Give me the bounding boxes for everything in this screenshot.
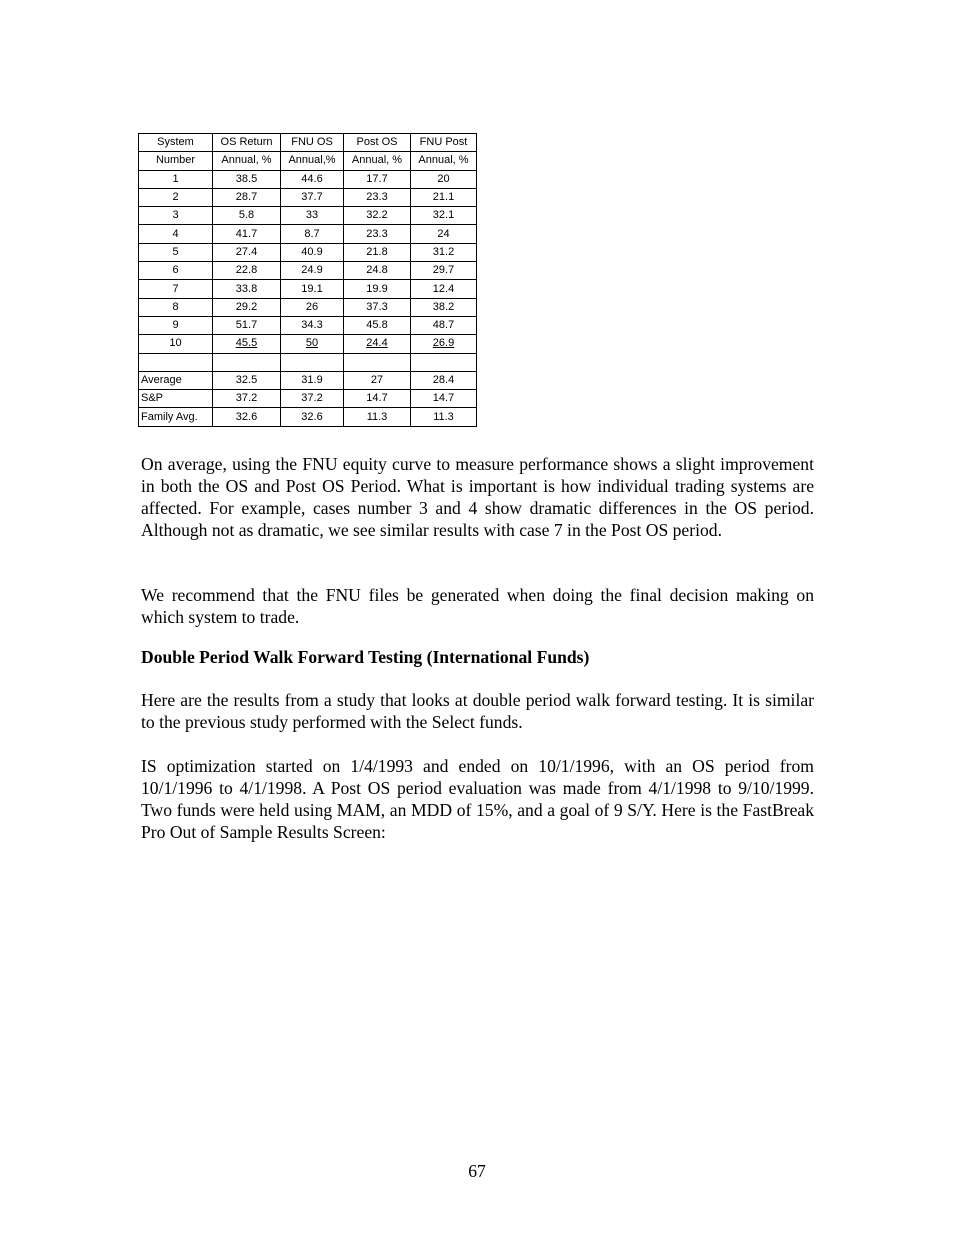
table-cell	[344, 353, 411, 371]
cell-text: 19.1	[301, 282, 323, 295]
table-cell	[139, 170, 213, 188]
table-row	[139, 316, 477, 334]
results-table	[138, 133, 477, 427]
table-cell	[281, 353, 344, 371]
table-cell	[411, 316, 477, 334]
cell-text: 32.1	[432, 209, 455, 222]
table-cell	[139, 243, 213, 261]
table-cell	[411, 262, 477, 280]
table-cell	[281, 207, 344, 225]
cell-text: 34.3	[301, 319, 323, 332]
cell-text: 27	[370, 374, 384, 386]
cell-text: 38.2	[432, 300, 455, 313]
table-cell	[281, 280, 344, 298]
cell-text: Annual, %	[221, 154, 272, 167]
cell-text: 26.9	[432, 337, 455, 350]
cell-text: 40.9	[301, 245, 323, 258]
column-header	[281, 134, 344, 152]
cell-text: 27.4	[235, 245, 258, 258]
table-cell	[344, 408, 411, 426]
page-number: 67	[468, 1161, 486, 1181]
cell-text: 22.8	[235, 264, 258, 277]
paragraph-study-intro: Here are the results from a study that looks at double period walk forward testing. It is similar to the previous study performed with the Select funds.	[141, 690, 814, 732]
summary-row	[139, 390, 477, 408]
cell-text: 11.3	[366, 410, 388, 423]
cell-text: 28.4	[432, 374, 455, 386]
section-heading: Double Period Walk Forward Testing (International Funds)	[141, 647, 590, 667]
cell-text: 37.2	[301, 392, 323, 405]
cell-text: 45.8	[366, 319, 388, 332]
table-cell	[139, 408, 213, 426]
cell-text: 44.6	[301, 172, 323, 185]
table-cell	[281, 390, 344, 408]
table-cell	[139, 316, 213, 334]
cell-text: 14.7	[366, 392, 388, 405]
table-cell	[411, 170, 477, 188]
table-cell	[281, 170, 344, 188]
table-cell	[281, 408, 344, 426]
summary-row	[139, 371, 477, 389]
table-cell	[213, 316, 281, 334]
cell-text: 9	[172, 319, 179, 332]
table-cell	[213, 408, 281, 426]
table-cell	[344, 243, 411, 261]
table-cell	[139, 262, 213, 280]
table-cell	[213, 371, 281, 389]
column-header	[213, 152, 281, 170]
cell-text: 31.9	[301, 374, 323, 386]
cell-text: 41.7	[235, 227, 258, 240]
cell-text: 50	[305, 337, 319, 350]
table-row	[139, 170, 477, 188]
cell-text: 28.7	[235, 191, 258, 204]
table-cell	[281, 225, 344, 243]
table-cell	[213, 262, 281, 280]
table-cell	[344, 280, 411, 298]
cell-text: System	[157, 136, 194, 149]
table-cell	[281, 262, 344, 280]
column-header	[281, 152, 344, 170]
table-row	[139, 280, 477, 298]
cell-text: 10	[169, 337, 182, 350]
table-cell	[281, 316, 344, 334]
table-cell	[139, 353, 213, 371]
cell-text: 48.7	[432, 319, 455, 332]
table-cell	[411, 225, 477, 243]
cell-text: OS Return	[220, 136, 273, 149]
paragraph-recommendation: We recommend that the FNU files be generated when doing the final decision making on which system to trade.	[141, 585, 814, 627]
table-cell	[411, 243, 477, 261]
table-cell	[411, 371, 477, 389]
table-cell	[139, 371, 213, 389]
cell-text: 32.6	[235, 410, 258, 423]
table-cell	[411, 188, 477, 206]
table-header-row	[139, 134, 477, 152]
cell-text: Annual, %	[351, 154, 403, 167]
cell-text: 1	[172, 172, 179, 185]
cell-text: 8.7	[304, 227, 320, 240]
cell-text: 4	[172, 227, 179, 240]
table-cell	[281, 298, 344, 316]
cell-text: 32.6	[301, 410, 323, 423]
table-cell	[213, 353, 281, 371]
cell-text: 5	[172, 245, 179, 258]
cell-text: 37.3	[366, 300, 388, 313]
column-header	[139, 134, 213, 152]
table-cell	[213, 335, 281, 353]
cell-text: 37.2	[235, 392, 258, 405]
column-header	[344, 134, 411, 152]
cell-text: 3	[172, 209, 179, 222]
table-spacer-row	[139, 353, 477, 371]
cell-text: 5.8	[238, 209, 255, 222]
cell-text: 20	[437, 172, 450, 185]
table-cell	[139, 225, 213, 243]
cell-text: 38.5	[235, 172, 258, 185]
cell-text: 24.8	[366, 264, 388, 277]
cell-text: 23.3	[366, 227, 388, 240]
cell-text: 24.9	[301, 264, 323, 277]
table-row	[139, 207, 477, 225]
table-cell	[411, 280, 477, 298]
cell-text: Family Avg.	[141, 410, 198, 423]
table-cell	[139, 207, 213, 225]
column-header	[344, 152, 411, 170]
table-cell	[411, 335, 477, 353]
table-row	[139, 335, 477, 353]
cell-text: Annual, %	[418, 154, 469, 167]
table-cell	[213, 243, 281, 261]
table-cell	[344, 170, 411, 188]
cell-text: Average	[141, 374, 182, 386]
cell-text: 31.2	[432, 245, 455, 258]
column-header	[411, 152, 477, 170]
cell-text: FNU Post	[419, 136, 468, 149]
cell-text: 29.2	[235, 300, 258, 313]
table-cell	[213, 298, 281, 316]
table-cell	[411, 353, 477, 371]
table-cell	[213, 280, 281, 298]
table-cell	[139, 188, 213, 206]
cell-text: 32.2	[366, 209, 388, 222]
table-cell	[213, 207, 281, 225]
cell-text: FNU OS	[291, 136, 333, 149]
cell-text: 6	[172, 264, 179, 277]
table-row	[139, 262, 477, 280]
table-cell	[344, 298, 411, 316]
table-cell	[213, 170, 281, 188]
table-row	[139, 298, 477, 316]
table-cell	[139, 335, 213, 353]
cell-text: 24.4	[366, 337, 388, 350]
cell-text: S&P	[141, 392, 164, 405]
cell-text: 2	[172, 191, 179, 204]
table-cell	[344, 390, 411, 408]
table-cell	[411, 207, 477, 225]
paragraph-optimization-details: IS optimization started on 1/4/1993 and ended on 10/1/1996, with an OS period from 10/1/1996 to 4/1/1998. A Post OS period evaluation was made from 4/1/1998 to 9/10/1999. Two funds were held using MAM, an MDD of 15%, and a goal of 9 S/Y. Here is the FastBreak Pro Out of Sample Results Screen:	[141, 756, 814, 842]
table-cell	[411, 408, 477, 426]
cell-text: Post OS	[356, 136, 398, 149]
cell-text: 29.7	[432, 264, 455, 277]
table-cell	[281, 243, 344, 261]
cell-text: 51.7	[235, 319, 258, 332]
column-header	[213, 134, 281, 152]
cell-text: Number	[155, 154, 196, 167]
table-cell	[411, 390, 477, 408]
table-cell	[344, 188, 411, 206]
table-row	[139, 243, 477, 261]
table-cell	[281, 188, 344, 206]
cell-text: 11.3	[433, 410, 454, 423]
cell-text: 7	[172, 282, 179, 295]
summary-row	[139, 408, 477, 426]
paragraph-fnu-average: On average, using the FNU equity curve to measure performance shows a slight improvement in both the OS and Post OS Period. What is important is how individual trading systems are affected. For example, cases number 3 and 4 show dramatic differences in the OS period. Although not as dramatic, we see similar results with case 7 in the Post OS period.	[141, 454, 814, 540]
column-header	[139, 152, 213, 170]
column-header	[411, 134, 477, 152]
cell-text: 32.5	[235, 374, 258, 386]
table-cell	[139, 390, 213, 408]
cell-text: 8	[172, 300, 179, 313]
cell-text: 24	[437, 227, 450, 240]
cell-text: 19.9	[366, 282, 388, 295]
table-cell	[139, 280, 213, 298]
cell-text: 45.5	[235, 337, 258, 350]
cell-text: Annual,%	[288, 154, 336, 167]
cell-text: 33.8	[235, 282, 258, 295]
cell-text: 37.7	[301, 191, 323, 204]
table-cell	[213, 390, 281, 408]
cell-text: 17.7	[366, 172, 388, 185]
table-cell	[344, 262, 411, 280]
table-cell	[344, 207, 411, 225]
table-cell	[344, 316, 411, 334]
table-header-row	[139, 152, 477, 170]
table-cell	[213, 225, 281, 243]
table-cell	[139, 298, 213, 316]
table-cell	[344, 225, 411, 243]
table-cell	[213, 188, 281, 206]
table-row	[139, 188, 477, 206]
cell-text: 26	[305, 300, 319, 313]
cell-text: 33	[305, 209, 319, 222]
table-cell	[281, 371, 344, 389]
cell-text: 21.1	[432, 191, 455, 204]
table-cell	[411, 298, 477, 316]
table-cell	[344, 335, 411, 353]
cell-text: 21.8	[366, 245, 388, 258]
table-row	[139, 225, 477, 243]
cell-text: 12.4	[432, 282, 455, 295]
table-cell	[281, 335, 344, 353]
cell-text: 23.3	[366, 191, 388, 204]
cell-text: 14.7	[432, 392, 455, 405]
table-cell	[344, 371, 411, 389]
